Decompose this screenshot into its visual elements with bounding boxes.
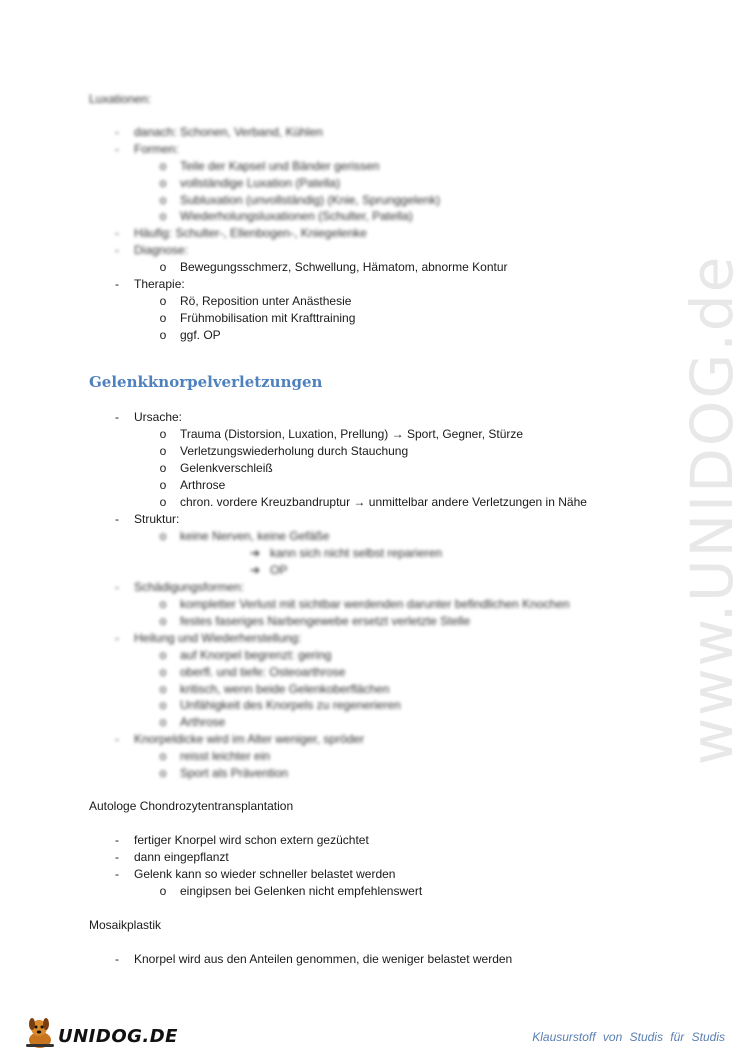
dash-bullet: - (115, 732, 119, 746)
circle-bullet: o (159, 461, 167, 475)
section-heading: Gelenkknorpelverletzungen (89, 373, 323, 391)
list-item: Wiederholungsluxationen (Schulter, Patella) (180, 209, 413, 223)
list-item: Arthrose (180, 715, 226, 729)
dash-bullet: - (115, 850, 119, 864)
list-item: Struktur: (134, 512, 180, 526)
list-item: Formen: (134, 142, 179, 156)
circle-bullet: o (159, 427, 167, 441)
circle-bullet: o (159, 665, 167, 679)
arrow-bullet: ➔ (249, 546, 261, 560)
circle-bullet: o (159, 311, 167, 325)
circle-bullet: o (159, 193, 167, 207)
list-item: keine Nerven, keine Gefäße (180, 529, 330, 543)
list-item: Therapie: (134, 277, 185, 291)
circle-bullet: o (159, 159, 167, 173)
circle-bullet: o (159, 648, 167, 662)
circle-bullet: o (159, 529, 167, 543)
dash-bullet: - (115, 142, 119, 156)
circle-bullet: o (159, 260, 167, 274)
list-item: Gelenk kann so wieder schneller belastet werden (134, 867, 396, 881)
list-item: Bewegungsschmerz, Schwellung, Hämatom, abnorme Kontur (180, 260, 508, 274)
circle-bullet: o (159, 614, 167, 628)
list-item: Knorpel wird aus den Anteilen genommen, die weniger belastet werden (134, 952, 513, 966)
list-item: kann sich nicht selbst reparieren (270, 546, 443, 560)
circle-bullet: o (159, 766, 167, 780)
circle-bullet: o (159, 209, 167, 223)
list-item: Häufig: Schulter-, Ellenbogen-, Kniegelenke (134, 226, 367, 240)
list-item: dann eingepflanzt (134, 850, 229, 864)
dash-bullet: - (115, 277, 119, 291)
list-item: Unfähigkeit des Knorpels zu regenerieren (180, 698, 401, 712)
list-item: Subluxation (unvollständig) (Knie, Sprunggelenk) (180, 193, 441, 207)
dash-bullet: - (115, 125, 119, 139)
list-item: Frühmobilisation mit Krafttraining (180, 311, 356, 325)
list-item: festes faseriges Narbengewebe ersetzt verletzte Stelle (180, 614, 471, 628)
list-item: reisst leichter ein (180, 749, 271, 763)
arrow-bullet: ➔ (249, 563, 261, 577)
list-item: fertiger Knorpel wird schon extern gezüchtet (134, 833, 369, 847)
dash-bullet: - (115, 952, 119, 966)
list-item: kritisch, wenn beide Gelenkoberflächen (180, 682, 390, 696)
list-item: Schädigungsformen: (134, 580, 245, 594)
list-item: oberfl. und tiefe: Osteoarthrose (180, 665, 346, 679)
list-item: vollständige Luxation (Patella) (180, 176, 341, 190)
circle-bullet: o (159, 495, 167, 509)
dash-bullet: - (115, 243, 119, 257)
circle-bullet: o (159, 294, 167, 308)
list-item: Verletzungswiederholung durch Stauchung (180, 444, 409, 458)
list-item: auf Knorpel begrenzt: gering (180, 648, 332, 662)
footer-tagline: Klausurstoff von Studis für Studis (532, 1030, 725, 1044)
dash-bullet: - (115, 410, 119, 424)
circle-bullet: o (159, 884, 167, 898)
list-item: Knorpeldicke wird im Alter weniger, spröder (134, 732, 365, 746)
list-item: Diagnose: (134, 243, 189, 257)
watermark: www.UNIDOG.de (678, 254, 746, 766)
dash-bullet: - (115, 226, 119, 240)
dash-bullet: - (115, 580, 119, 594)
list-item: danach: Schonen, Verband, Kühlen (134, 125, 323, 139)
unidog-logo (22, 1012, 178, 1052)
circle-bullet: o (159, 597, 167, 611)
list-item: ggf. OP (180, 328, 221, 342)
section-title-act: Autologe Chondrozytentransplantation (89, 799, 294, 813)
section-title-mosaik: Mosaikplastik (89, 918, 162, 932)
dog-mascot-icon (22, 1014, 58, 1050)
list-item: Trauma (Distorsion, Luxation, Prellung) → Sport, Gegner, Stürze (180, 427, 524, 441)
circle-bullet: o (159, 478, 167, 492)
dash-bullet: - (115, 631, 119, 645)
circle-bullet: o (159, 715, 167, 729)
list-item: Sport als Prävention (180, 766, 289, 780)
circle-bullet: o (159, 749, 167, 763)
list-item: chron. vordere Kreuzbandruptur → unmittelbar andere Verletzungen in Nähe (180, 495, 587, 509)
list-item: Arthrose (180, 478, 226, 492)
circle-bullet: o (159, 698, 167, 712)
list-item: kompletter Verlust mit sichtbar werdenden darunter befindlichen Knochen (180, 597, 570, 611)
circle-bullet: o (159, 682, 167, 696)
logo-text: UNIDOG.DE (58, 1026, 178, 1047)
dash-bullet: - (115, 867, 119, 881)
list-item: eingipsen bei Gelenken nicht empfehlenswert (180, 884, 423, 898)
list-item: Ursache: (134, 410, 183, 424)
list-item: OP (270, 563, 288, 577)
list-item: Heilung und Wiederherstellung: (134, 631, 302, 645)
list-item: Rö, Reposition unter Anästhesie (180, 294, 352, 308)
list-item: Gelenkverschleiß (180, 461, 273, 475)
dash-bullet: - (115, 833, 119, 847)
dash-bullet: - (115, 512, 119, 526)
list-item: Teile der Kapsel und Bänder gerissen (180, 159, 380, 173)
circle-bullet: o (159, 176, 167, 190)
circle-bullet: o (159, 328, 167, 342)
section-title-luxationen: Luxationen: (89, 92, 152, 106)
circle-bullet: o (159, 444, 167, 458)
